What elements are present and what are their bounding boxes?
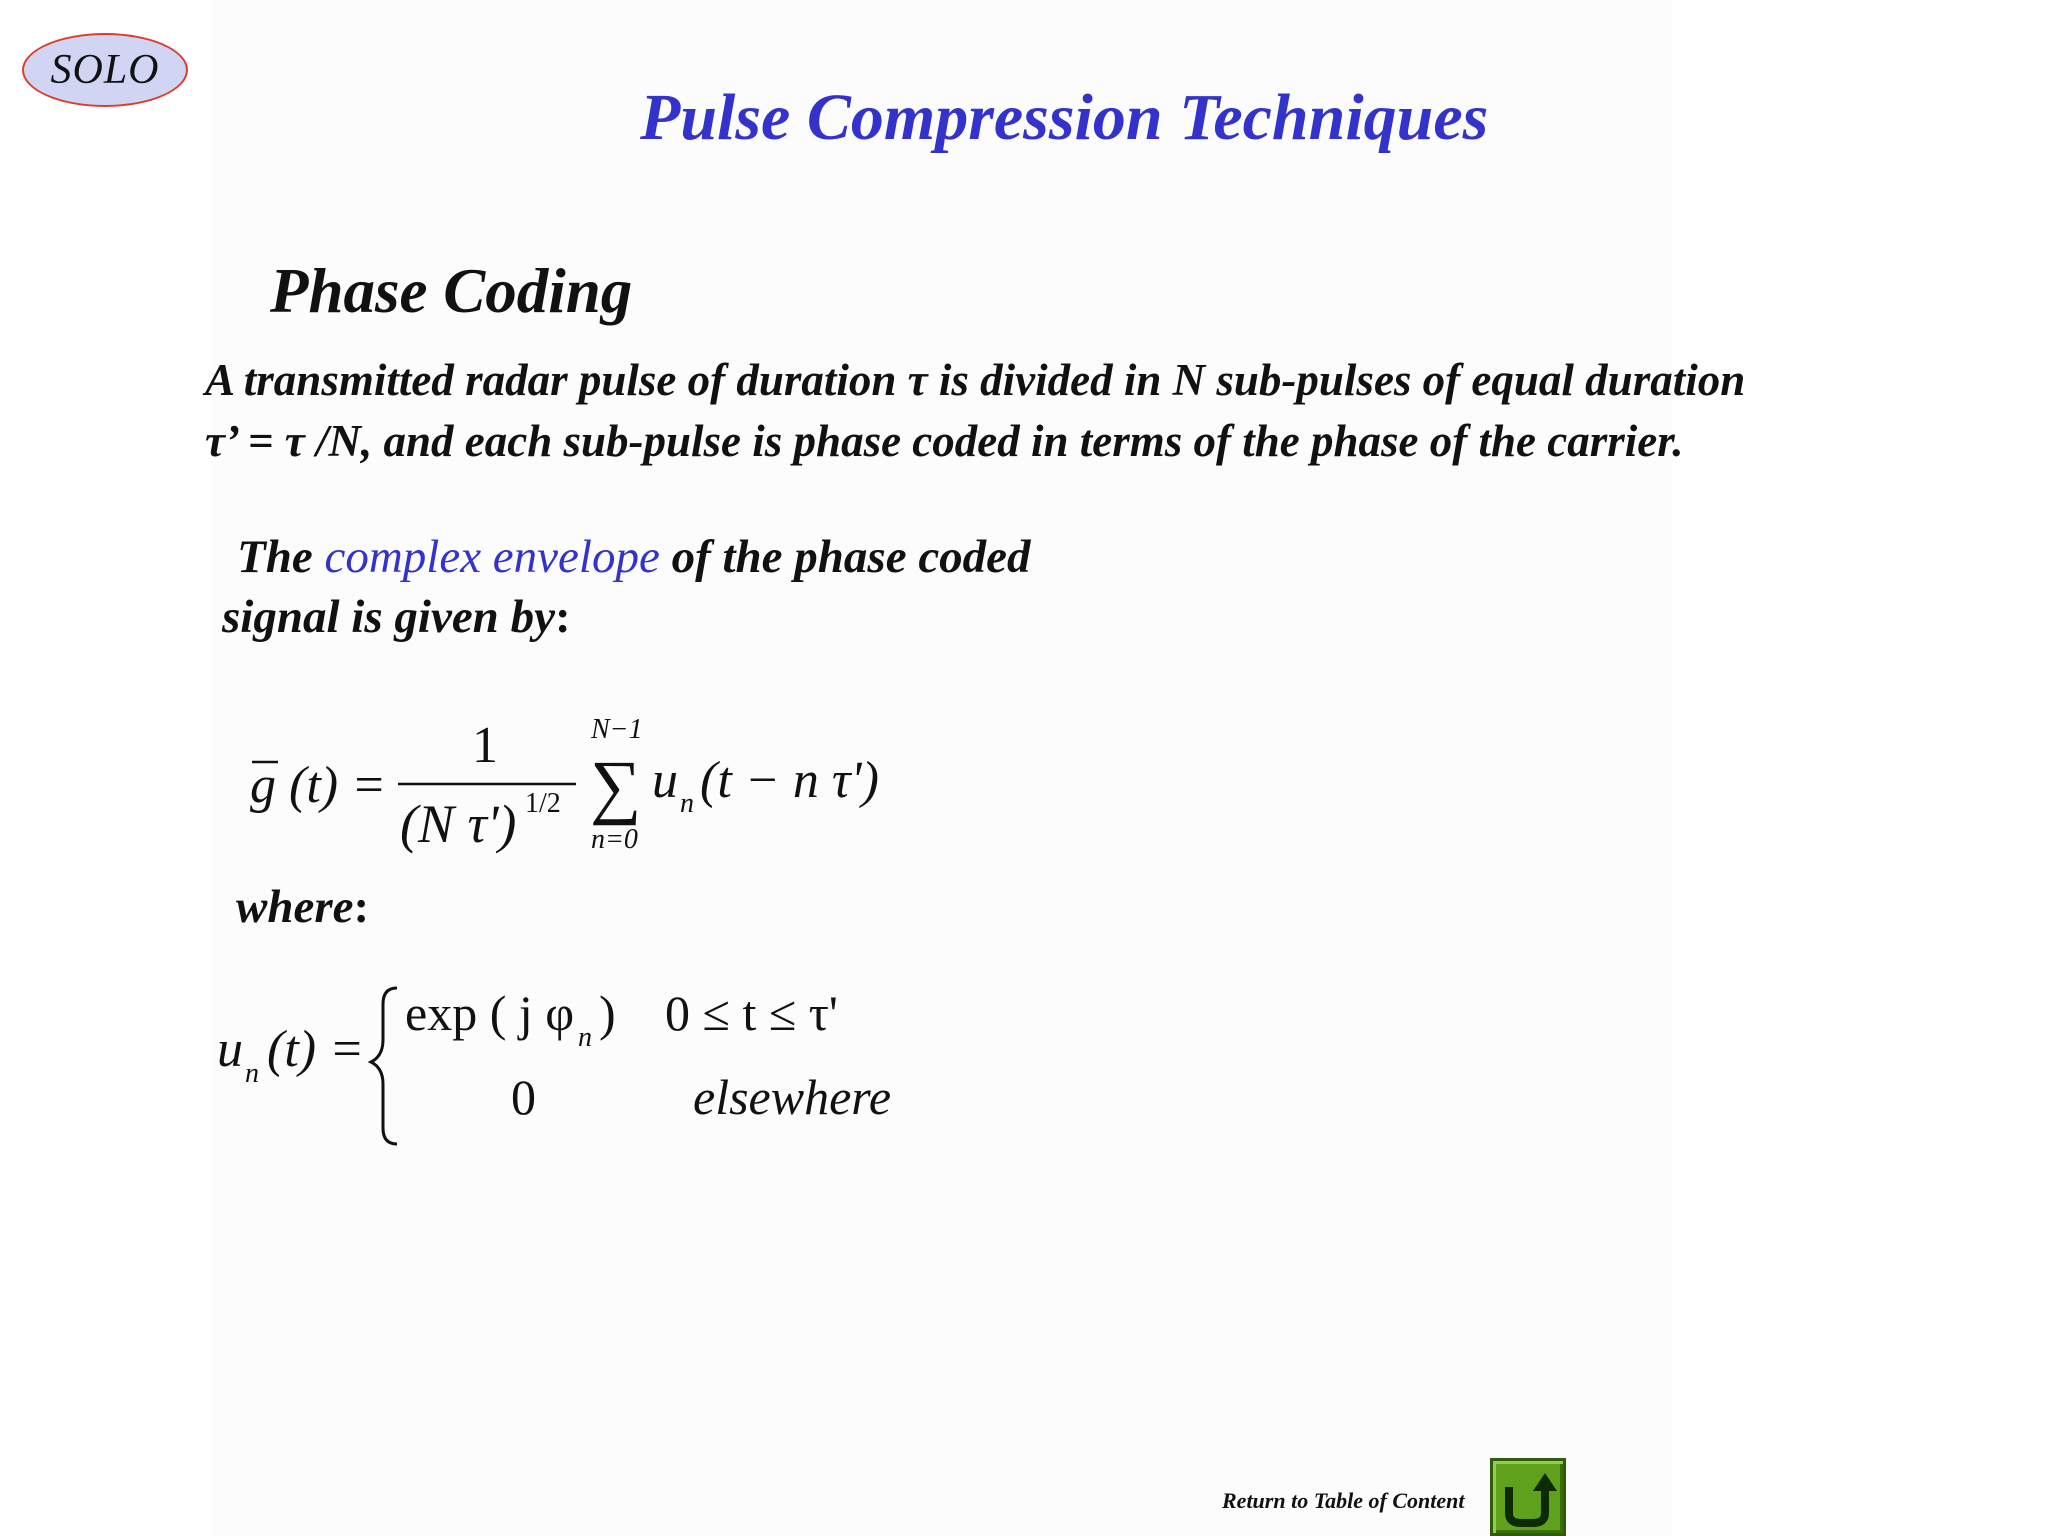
return-arrow-icon [1493,1461,1563,1533]
eq1-term-arg: (t − n τ') [700,752,879,809]
eq2-left-brace [371,988,397,1144]
where-colon: : [353,881,370,933]
section-subtitle: Phase Coding [270,256,633,326]
eq2-case1-close: ) [599,985,616,1041]
solo-logo [22,33,188,107]
eq2-case1-expr: exp ( j φ [405,985,575,1041]
page-title: Pulse Compression Techniques [640,81,1489,154]
logo-text: SOLO [50,47,160,93]
eq1-sum-upper: N−1 [591,714,643,745]
complex-envelope-term: complex envelope [324,531,660,583]
equation-subpulse-definition [215,970,935,1160]
eq1-term-sub: n [680,788,694,819]
eq1-denominator: (N τ') [400,794,517,854]
equation-complex-envelope [240,700,940,870]
eq2-lhs-sub: n [245,1058,259,1089]
eq2-case2-expr: 0 [511,1069,536,1125]
where-text: where [236,881,354,933]
eq2-case1-sub: n [578,1022,592,1053]
envelope-prefix: The [237,531,325,583]
eq1-exponent: 1/2 [525,788,561,819]
eq1-term: u [652,752,678,809]
eq2-lhs: u [217,1021,243,1078]
return-to-toc-button[interactable] [1490,1458,1566,1536]
return-to-toc-link[interactable]: Return to Table of Content [1222,1488,1465,1513]
description-paragraph [205,350,1745,472]
where-label [236,880,369,934]
envelope-line-2 [222,587,1031,647]
eq1-lhs: g (t) = [250,757,387,814]
envelope-line-1 [222,527,1031,587]
envelope-intro [222,527,1031,647]
eq2-case2-cond: elsewhere [693,1069,892,1125]
eq2-lhs-arg: (t) = [267,1021,365,1078]
eq2-case1-cond: 0 ≤ t ≤ τ' [665,985,838,1041]
envelope-suffix: of the phase coded [659,531,1031,583]
description-line-2: τ’ = τ /N, and each sub-pulse is phase coded in terms of the phase of the carrier. [205,416,1684,466]
eq1-sum-lower: n=0 [591,824,638,855]
eq1-sigma: ∑ [590,746,642,826]
envelope-line-2-text: signal is given by [222,591,555,643]
description-line-1: A transmitted radar pulse of duration τ is divided in N sub-pulses of equal duration [205,355,1746,405]
envelope-colon: : [554,591,571,643]
eq1-numerator: 1 [472,717,498,774]
